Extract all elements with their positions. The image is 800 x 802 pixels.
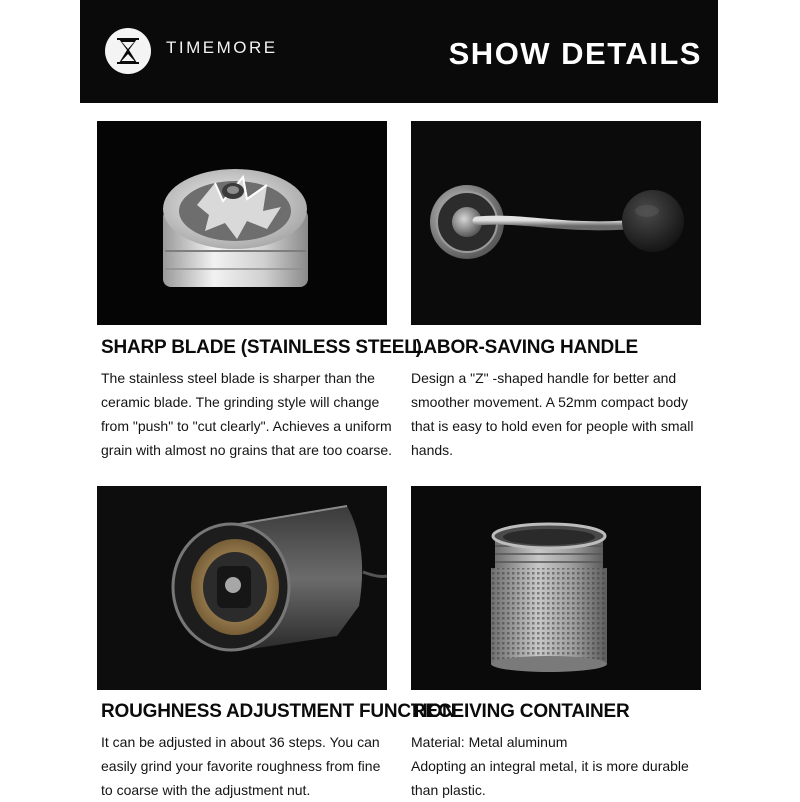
container-material-line: Material: Metal aluminum <box>411 734 568 750</box>
handle-photo <box>411 121 701 325</box>
burr-blade-photo <box>97 121 387 325</box>
feature-title-handle: LABOR-SAVING HANDLE <box>412 337 638 358</box>
container-photo <box>411 486 701 690</box>
header-banner <box>80 0 718 103</box>
feature-description-handle: Design a "Z" -shaped handle for better and smoother movement. A 52mm compact body that is easy to hold even for people with small hands. <box>411 370 694 458</box>
container-durability-line: Adopting an integral metal, it is more durable than plastic. <box>411 758 689 798</box>
feature-title-container: RECEIVING CONTAINER <box>412 701 630 722</box>
feature-title-adjustment: ROUGHNESS ADJUSTMENT FUNCTION <box>101 701 456 722</box>
feature-description-adjustment: It can be adjusted in about 36 steps. You can easily grind your favorite roughness from fine to coarse with the adjustment nut. <box>101 734 381 798</box>
grinder-adjustment-photo <box>97 486 387 690</box>
hourglass-logo-icon <box>105 28 151 74</box>
brand-name: TIMEMORE <box>166 38 278 57</box>
feature-title-sharp-blade: SHARP BLADE (STAINLESS STEEL) <box>101 337 422 358</box>
page-title: SHOW DETAILS <box>448 36 702 71</box>
feature-description-sharp-blade: The stainless steel blade is sharper than the ceramic blade. The grinding style will change from "push" to "cut clearly". Achieves a uniform grain with almost no grains that are too coarse. <box>101 370 393 458</box>
feature-description-container <box>411 730 707 802</box>
